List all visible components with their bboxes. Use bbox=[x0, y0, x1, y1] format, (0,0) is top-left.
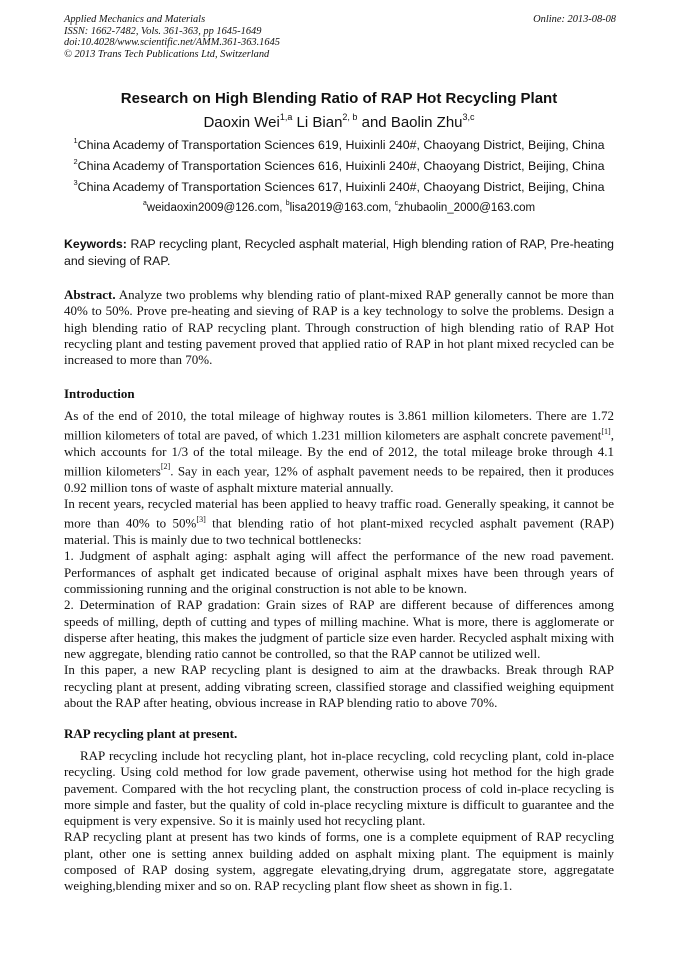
email-link[interactable]: zhubaolin_2000@163.com bbox=[398, 201, 536, 214]
keywords-text: RAP recycling plant, Recycled asphalt material, High blending ration of RAP, Pre-heating and sieving of RAP. bbox=[64, 237, 615, 268]
email-sup: b bbox=[285, 199, 290, 207]
author-sup: 1,a bbox=[279, 111, 293, 122]
intro-text: . Say in each year, 12% of asphalt pavement needs to be repaired, then it produces 0.92 million tons of waste of asphalt mixture material annually. bbox=[64, 463, 614, 495]
intro-text: In recent years, recycled material has been applied to heavy traffic road. Generally speaking, it cannot be more than 40% to 50% bbox=[64, 496, 614, 531]
affiliation-sup: 3 bbox=[73, 177, 78, 187]
intro-text: , which accounts for 1/3 of the total mileage. By the end of 2012, the total mileage broke through 4.1 million kilometers bbox=[64, 427, 614, 479]
email-sup: a bbox=[142, 199, 147, 207]
affiliation-text: China Academy of Transportation Sciences 619, Huixinli 240#, Chaoyang District, Beijing, China bbox=[77, 138, 605, 153]
author-list bbox=[0, 113, 678, 131]
affiliation bbox=[0, 158, 678, 173]
intro-paragraph: 1. Judgment of asphalt aging: asphalt aging will affect the performance of the new road pavement. Performances of asphalt get indicated because of original asphalt mixes have been through years of commissioning running and the original construction is not able to be known. bbox=[64, 548, 614, 596]
email-sup: c bbox=[394, 199, 399, 207]
plant-body bbox=[64, 748, 614, 895]
issn-line: ISSN: 1662-7482, Vols. 361-363, pp 1645-1649 bbox=[64, 25, 262, 37]
intro-paragraph bbox=[64, 408, 614, 496]
affiliation-sup: 2 bbox=[73, 156, 78, 166]
online-date: Online: 2013-08-08 bbox=[533, 14, 616, 25]
abstract-label: Abstract. bbox=[64, 287, 116, 302]
citation-ref[interactable]: [1] bbox=[601, 426, 611, 436]
paper-title: Research on High Blending Ratio of RAP Hot Recycling Plant bbox=[120, 90, 558, 107]
intro-paragraph bbox=[64, 496, 614, 548]
intro-paragraph: In this paper, a new RAP recycling plant is designed to aim at the drawbacks. Break through RAP recycling plant at present, adding vibrating screen, classified storage and classified weighing equipment about the RAP after heating, obvious increase in RAP blending ratio to above 70%. bbox=[64, 662, 614, 711]
intro-text: As of the end of 2010, the total mileage of highway routes is 3.861 million kilometers. There are 1.72 million kilometers of total are paved, of which 1.231 million kilometers are asphalt concrete pavement bbox=[64, 408, 614, 443]
affiliation-text: China Academy of Transportation Sciences 617, Huixinli 240#, Chaoyang District, Beijing, China bbox=[77, 180, 605, 195]
author-name: Li Bian bbox=[296, 114, 343, 131]
plant-heading: RAP recycling plant at present. bbox=[64, 726, 238, 741]
author-sup: 3,c bbox=[462, 111, 475, 122]
doi-line: doi:10.4028/www.scientific.net/AMM.361-363.1645 bbox=[64, 37, 280, 49]
intro-text: that blending ratio of hot plant-mixed recycled asphalt pavement (RAP) material. This is mainly due to two technical bottlenecks: bbox=[64, 515, 614, 548]
affiliation bbox=[0, 179, 678, 194]
citation-ref[interactable]: [3] bbox=[196, 514, 206, 524]
intro-body bbox=[64, 408, 614, 711]
abstract-text: Analyze two problems why blending ratio of plant-mixed RAP generally cannot be more than 40% to 50%. Prove pre-heating and sieving of RAP is a key technology to solve the problems. Design a high blending ratio of RAP recycling plant. Through construction of high blending ratio of RAP Hot recycling plant and testing pavement proved that applied ratio of RAP in hot plant mixed recycled can be increased to more than 70%. bbox=[64, 287, 614, 368]
keywords-label: Keywords: bbox=[64, 237, 127, 251]
email-list bbox=[0, 201, 678, 214]
affiliation-sup: 1 bbox=[73, 135, 78, 145]
email-link[interactable]: lisa2019@163.com, bbox=[289, 201, 392, 214]
intro-heading: Introduction bbox=[64, 386, 135, 401]
plant-paragraph: RAP recycling plant at present has two kinds of forms, one is a complete equipment of RAP recycling plant, other one is setting annex building added on asphalt mixing plant. The equipment is mainly composed of RAP dosing system, aggregate elevating,drying drum, aggregatate store, aggregatate weighing,blending mixer and so on. RAP recycling plant flow sheet as shown in fig.1. bbox=[64, 829, 614, 894]
author-name: Daoxin Wei bbox=[203, 114, 280, 131]
affiliation bbox=[0, 137, 678, 152]
journal-name: Applied Mechanics and Materials bbox=[64, 14, 206, 25]
citation-ref[interactable]: [2] bbox=[160, 462, 171, 472]
copyright-line: © 2013 Trans Tech Publications Ltd, Switzerland bbox=[64, 48, 270, 60]
email-link[interactable]: weidaoxin2009@126.com, bbox=[146, 201, 283, 214]
author-sup: 2, b bbox=[342, 111, 358, 122]
keywords-block bbox=[64, 236, 614, 269]
plant-paragraph: RAP recycling include hot recycling plant, hot in-place recycling, cold recycling plant, cold in-place recycling. Using cold method for low grade pavement, otherwise using hot method for the high grade pavement. Compared with the hot recycling plant, the construction process of cold in-place recycling is more simple and faster, but the quality of cold in-place recycling mixture is difficult to guarantee and the equipment is very expensive. So it is mainly used hot recycling plant. bbox=[64, 748, 614, 829]
author-name: Baolin Zhu bbox=[390, 114, 463, 131]
affiliation-text: China Academy of Transportation Sciences 616, Huixinli 240#, Chaoyang District, Beijing, China bbox=[77, 159, 605, 174]
journal-header bbox=[64, 14, 616, 60]
intro-paragraph: 2. Determination of RAP gradation: Grain sizes of RAP are different because of differences among speeds of milling, depth of cutting and types of milling machine. What is more, there is agglomerate or disperse after heating, this makes the judgment of particle size even harder. Recycled asphalt mixing with new aggregate, blending ratio cannot be controlled, so that the RAP cannot be utilized well. bbox=[64, 597, 614, 662]
author-conjunction: and bbox=[361, 114, 387, 131]
abstract-block bbox=[64, 287, 614, 368]
